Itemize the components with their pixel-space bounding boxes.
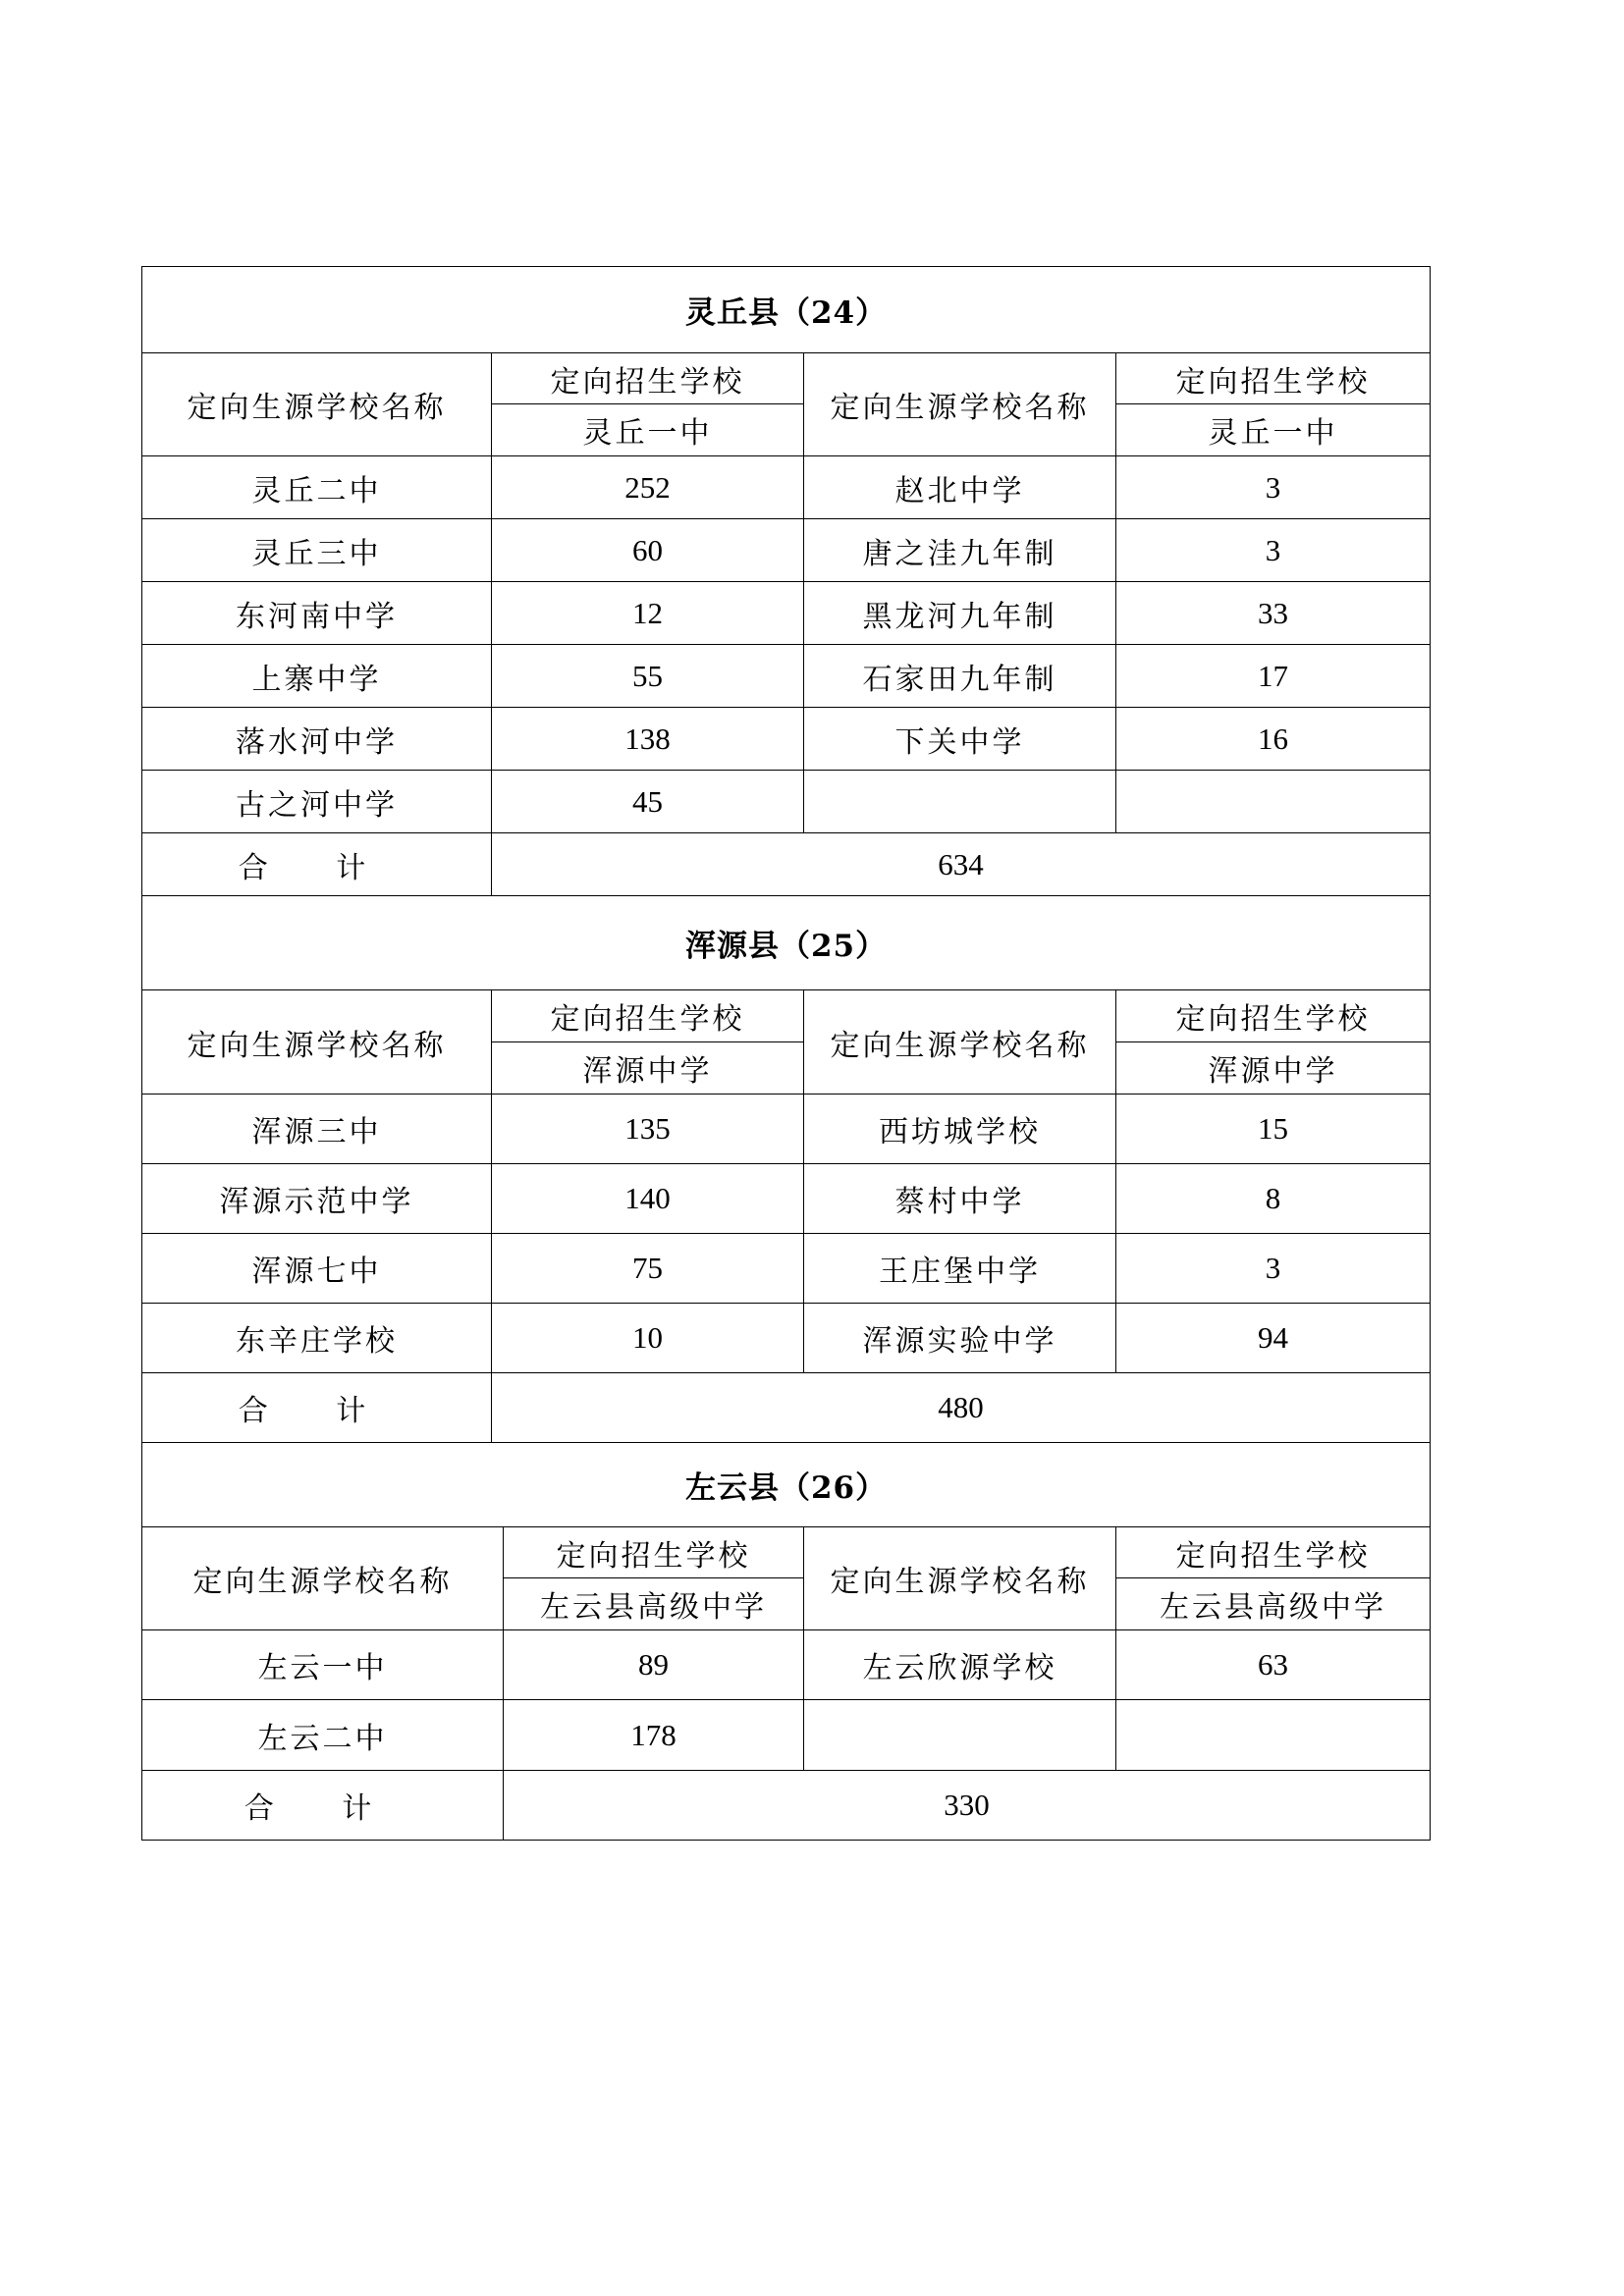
source-school-name: 黑龙河九年制 [804, 582, 1116, 645]
student-count: 138 [492, 708, 804, 771]
student-count: 3 [1116, 519, 1431, 582]
source-school-name: 上寨中学 [142, 645, 492, 708]
total-label: 合 计 [142, 833, 492, 896]
table-row [142, 708, 1431, 771]
student-count: 252 [492, 456, 804, 519]
section-title: 左云县（26） [142, 1443, 1431, 1527]
student-count: 17 [1116, 645, 1431, 708]
source-school-header: 定向生源学校名称 [142, 990, 492, 1095]
source-school-name: 左云一中 [142, 1630, 504, 1700]
student-count: 178 [504, 1700, 804, 1771]
student-count: 63 [1116, 1630, 1431, 1700]
student-count: 140 [492, 1164, 804, 1234]
student-count: 15 [1116, 1095, 1431, 1164]
total-row [142, 1771, 1431, 1841]
target-school-name: 左云县高级中学 [504, 1578, 804, 1630]
total-value: 330 [504, 1771, 1431, 1841]
student-count: 135 [492, 1095, 804, 1164]
source-school-name: 左云二中 [142, 1700, 504, 1771]
source-school-name [804, 771, 1116, 833]
source-school-name: 石家田九年制 [804, 645, 1116, 708]
source-school-name: 古之河中学 [142, 771, 492, 833]
source-school-name: 唐之洼九年制 [804, 519, 1116, 582]
total-label: 合 计 [142, 1373, 492, 1443]
header-row [142, 990, 1431, 1042]
student-count: 16 [1116, 708, 1431, 771]
source-school-name: 西坊城学校 [804, 1095, 1116, 1164]
target-school-header: 定向招生学校 [1116, 1527, 1431, 1578]
student-count [1116, 1700, 1431, 1771]
table-row [142, 582, 1431, 645]
table-row [142, 645, 1431, 708]
table-row [142, 456, 1431, 519]
source-school-header: 定向生源学校名称 [804, 990, 1116, 1095]
section-title-row [142, 896, 1431, 990]
target-school-name: 灵丘一中 [492, 404, 804, 456]
student-count: 45 [492, 771, 804, 833]
table-row [142, 1164, 1431, 1234]
table-row [142, 1304, 1431, 1373]
source-school-name: 灵丘二中 [142, 456, 492, 519]
header-row [142, 353, 1431, 404]
source-school-header: 定向生源学校名称 [142, 353, 492, 456]
source-school-name: 浑源三中 [142, 1095, 492, 1164]
source-school-name: 左云欣源学校 [804, 1630, 1116, 1700]
source-school-header: 定向生源学校名称 [804, 1527, 1116, 1630]
target-school-header: 定向招生学校 [1116, 353, 1431, 404]
source-school-name: 王庄堡中学 [804, 1234, 1116, 1304]
table-row [142, 519, 1431, 582]
section-title: 浑源县（25） [142, 896, 1431, 990]
total-label: 合 计 [142, 1771, 504, 1841]
source-school-header: 定向生源学校名称 [804, 353, 1116, 456]
target-school-header: 定向招生学校 [1116, 990, 1431, 1042]
source-school-name: 东河南中学 [142, 582, 492, 645]
source-school-name: 浑源示范中学 [142, 1164, 492, 1234]
target-school-name: 浑源中学 [492, 1042, 804, 1095]
target-school-header: 定向招生学校 [492, 990, 804, 1042]
table-row [142, 1700, 1431, 1771]
source-school-name: 东辛庄学校 [142, 1304, 492, 1373]
source-school-name: 蔡村中学 [804, 1164, 1116, 1234]
header-row [142, 1527, 1431, 1578]
section-title-row [142, 267, 1431, 353]
enrollment-table [141, 266, 1431, 1841]
student-count: 75 [492, 1234, 804, 1304]
target-school-header: 定向招生学校 [492, 353, 804, 404]
document-page [141, 266, 1430, 1841]
student-count: 3 [1116, 456, 1431, 519]
source-school-name: 落水河中学 [142, 708, 492, 771]
source-school-name: 赵北中学 [804, 456, 1116, 519]
table-row [142, 1630, 1431, 1700]
total-value: 634 [492, 833, 1431, 896]
source-school-name: 下关中学 [804, 708, 1116, 771]
student-count: 12 [492, 582, 804, 645]
source-school-name: 灵丘三中 [142, 519, 492, 582]
source-school-name: 浑源七中 [142, 1234, 492, 1304]
student-count [1116, 771, 1431, 833]
total-value: 480 [492, 1373, 1431, 1443]
source-school-name [804, 1700, 1116, 1771]
student-count: 94 [1116, 1304, 1431, 1373]
student-count: 10 [492, 1304, 804, 1373]
target-school-header: 定向招生学校 [504, 1527, 804, 1578]
student-count: 89 [504, 1630, 804, 1700]
student-count: 55 [492, 645, 804, 708]
student-count: 60 [492, 519, 804, 582]
target-school-name: 左云县高级中学 [1116, 1578, 1431, 1630]
student-count: 33 [1116, 582, 1431, 645]
student-count: 8 [1116, 1164, 1431, 1234]
section-title: 灵丘县（24） [142, 267, 1431, 353]
source-school-header: 定向生源学校名称 [142, 1527, 504, 1630]
total-row [142, 1373, 1431, 1443]
student-count: 3 [1116, 1234, 1431, 1304]
target-school-name: 灵丘一中 [1116, 404, 1431, 456]
source-school-name: 浑源实验中学 [804, 1304, 1116, 1373]
table-row [142, 1095, 1431, 1164]
section-title-row [142, 1443, 1431, 1527]
target-school-name: 浑源中学 [1116, 1042, 1431, 1095]
table-row [142, 1234, 1431, 1304]
table-row [142, 771, 1431, 833]
total-row [142, 833, 1431, 896]
